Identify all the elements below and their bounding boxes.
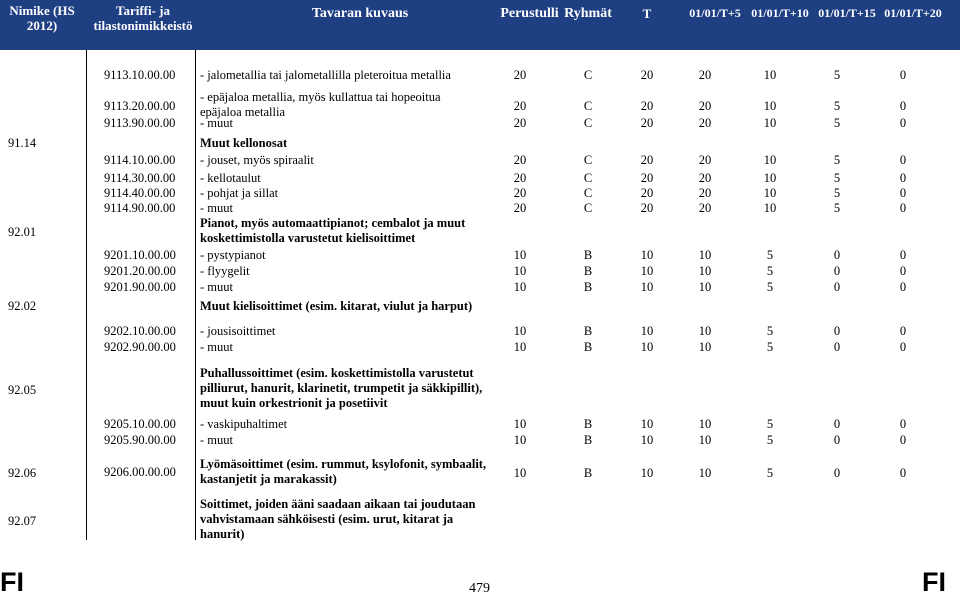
ryhmat-value: C (583, 153, 593, 167)
item-description: - vaskipuhaltimet (200, 417, 288, 431)
t-value: 10 (640, 340, 654, 354)
hs-code: 92.01 (8, 225, 37, 239)
perustulli-value: 20 (513, 99, 527, 113)
perustulli-value: 20 (513, 186, 527, 200)
t15-value: 0 (833, 340, 841, 354)
t-value: 10 (640, 280, 654, 294)
t-value: 20 (640, 99, 654, 113)
perustulli-value: 20 (513, 171, 527, 185)
heading-description: Pianot, myös automaattipianot; cembalot ja muut koskettimistolla varustetut kielisoittimet (200, 216, 466, 245)
t-value: 10 (640, 248, 654, 262)
hs-code: 92.07 (8, 514, 37, 528)
item-description: - pystypianot (200, 248, 266, 262)
ryhmat-value: B (583, 248, 593, 262)
t20-value: 0 (899, 68, 907, 82)
header-nimike-text: Nimike (HS 2012) (9, 3, 75, 33)
t10-value: 10 (763, 99, 777, 113)
ryhmat-value: B (583, 433, 593, 447)
t10-value: 5 (766, 433, 774, 447)
heading-description: Lyömäsoittimet (esim. rummut, ksylofonit, symbaalit, kastanjetit ja marakassit) (200, 457, 487, 486)
hs-code: 92.05 (8, 383, 37, 397)
t10-value: 10 (763, 201, 777, 215)
heading-description: Muut kielisoittimet (esim. kitarat, viulut ja harput) (200, 299, 473, 313)
perustulli-value: 10 (513, 433, 527, 447)
tariff-code: 9114.40.00.00 (104, 186, 176, 200)
t15-value: 5 (833, 68, 841, 82)
ryhmat-value: C (583, 171, 593, 185)
item-description: - jalometallia tai jalometallilla pleteroitua metallia (200, 68, 451, 82)
perustulli-value: 20 (513, 116, 527, 130)
perustulli-value: 10 (513, 417, 527, 431)
hs-code: 91.14 (8, 136, 37, 150)
t15-value: 0 (833, 280, 841, 294)
ryhmat-value: B (583, 324, 593, 338)
header-ryhmat: Ryhmät (564, 6, 612, 21)
t10-value: 10 (763, 116, 777, 130)
perustulli-value: 10 (513, 466, 527, 480)
t5-value: 20 (698, 201, 712, 215)
t15-value: 0 (833, 417, 841, 431)
ryhmat-value: B (583, 264, 593, 278)
hs-code: 92.06 (8, 466, 37, 480)
t-value: 20 (640, 153, 654, 167)
t20-value: 0 (899, 248, 907, 262)
ryhmat-value: C (583, 201, 593, 215)
t20-value: 0 (899, 417, 907, 431)
t10-value: 10 (763, 186, 777, 200)
t20-value: 0 (899, 153, 907, 167)
t-value: 20 (640, 171, 654, 185)
tariff-code: 9201.10.00.00 (104, 248, 176, 262)
t5-value: 10 (698, 433, 712, 447)
tariff-code: 9201.20.00.00 (104, 264, 176, 278)
t5-value: 10 (698, 280, 712, 294)
footer-fi-left: FI (0, 567, 24, 597)
t10-value: 10 (763, 171, 777, 185)
t20-value: 0 (899, 340, 907, 354)
t15-value: 5 (833, 201, 841, 215)
t5-value: 20 (698, 171, 712, 185)
tariff-code: 9201.90.00.00 (104, 280, 176, 294)
t5-value: 20 (698, 68, 712, 82)
t5-value: 10 (698, 324, 712, 338)
tariff-code: 9114.90.00.00 (104, 201, 176, 215)
perustulli-value: 10 (513, 264, 527, 278)
tariff-code: 9202.90.00.00 (104, 340, 176, 354)
perustulli-value: 10 (513, 248, 527, 262)
ryhmat-value: C (583, 99, 593, 113)
header-t15: 01/01/T+15 (818, 6, 876, 20)
header-t10: 01/01/T+10 (751, 6, 809, 20)
item-description: - pohjat ja sillat (200, 186, 279, 200)
t20-value: 0 (899, 116, 907, 130)
t15-value: 0 (833, 324, 841, 338)
heading-description: Muut kellonosat (200, 136, 288, 150)
t5-value: 10 (698, 264, 712, 278)
t20-value: 0 (899, 171, 907, 185)
item-description: - muut (200, 116, 233, 130)
item-description: - jouset, myös spiraalit (200, 153, 314, 167)
heading-description: Soittimet, joiden ääni saadaan aikaan tai joudutaan vahvistamaan sähköisesti (esim. urut, kitarat ja hanurit) (200, 497, 476, 541)
t20-value: 0 (899, 201, 907, 215)
header-t20: 01/01/T+20 (884, 6, 942, 20)
t5-value: 10 (698, 417, 712, 431)
t15-value: 5 (833, 171, 841, 185)
table-header (0, 0, 960, 50)
item-description: - muut (200, 433, 233, 447)
t15-value: 0 (833, 433, 841, 447)
t20-value: 0 (899, 280, 907, 294)
t-value: 10 (640, 466, 654, 480)
header-t: T (642, 6, 652, 21)
tariff-code: 9113.90.00.00 (104, 116, 176, 130)
t15-value: 5 (833, 116, 841, 130)
tariff-code: 9114.30.00.00 (104, 171, 176, 185)
perustulli-value: 10 (513, 324, 527, 338)
ryhmat-value: C (583, 68, 593, 82)
header-t5: 01/01/T+5 (689, 6, 741, 20)
t20-value: 0 (899, 466, 907, 480)
t5-value: 20 (698, 186, 712, 200)
column-divider (195, 50, 196, 540)
item-description: - muut (200, 201, 233, 215)
tariff-code: 9205.90.00.00 (104, 433, 176, 447)
t5-value: 20 (698, 116, 712, 130)
page-number: 479 (469, 581, 490, 596)
t20-value: 0 (899, 186, 907, 200)
t10-value: 5 (766, 466, 774, 480)
tariff-code: 9113.10.00.00 (104, 68, 176, 82)
header-kuvaus: Tavaran kuvaus (311, 6, 409, 21)
t5-value: 10 (698, 340, 712, 354)
t15-value: 0 (833, 248, 841, 262)
item-description: - muut (200, 340, 233, 354)
header-nimike (2, 3, 82, 33)
ryhmat-value: C (583, 116, 593, 130)
t20-value: 0 (899, 264, 907, 278)
t5-value: 10 (698, 466, 712, 480)
t-value: 20 (640, 116, 654, 130)
tariff-code: 9113.20.00.00 (104, 99, 176, 113)
t20-value: 0 (899, 433, 907, 447)
t-value: 10 (640, 433, 654, 447)
header-perustulli: Perustulli (500, 6, 559, 21)
heading-description: Puhallussoittimet (esim. koskettimistolla varustetut pilliurut, hanurit, klarinetit, trumpetit ja säkkipillit), muut kuin orkestrionit ja posetiivit (200, 366, 483, 410)
t-value: 10 (640, 417, 654, 431)
t-value: 20 (640, 186, 654, 200)
t10-value: 5 (766, 340, 774, 354)
item-description: - muut (200, 280, 233, 294)
header-tariffi (88, 3, 198, 33)
column-divider (86, 50, 87, 540)
t-value: 10 (640, 264, 654, 278)
t15-value: 5 (833, 186, 841, 200)
ryhmat-value: B (583, 417, 593, 431)
t15-value: 5 (833, 99, 841, 113)
t10-value: 5 (766, 417, 774, 431)
t5-value: 10 (698, 248, 712, 262)
t10-value: 10 (763, 68, 777, 82)
t10-value: 5 (766, 248, 774, 262)
tariff-code: 9202.10.00.00 (104, 324, 176, 338)
t10-value: 5 (766, 264, 774, 278)
t20-value: 0 (899, 99, 907, 113)
t20-value: 0 (899, 324, 907, 338)
ryhmat-value: B (583, 466, 593, 480)
item-description: - flyygelit (200, 264, 250, 278)
item-description: - jousisoittimet (200, 324, 276, 338)
item-description: - kellotaulut (200, 171, 261, 185)
ryhmat-value: B (583, 280, 593, 294)
perustulli-value: 20 (513, 68, 527, 82)
perustulli-value: 20 (513, 153, 527, 167)
t-value: 20 (640, 68, 654, 82)
t5-value: 20 (698, 153, 712, 167)
footer-fi-right: FI (922, 567, 946, 597)
t10-value: 5 (766, 324, 774, 338)
hs-code: 92.02 (8, 299, 37, 313)
t15-value: 0 (833, 264, 841, 278)
t15-value: 5 (833, 153, 841, 167)
perustulli-value: 20 (513, 201, 527, 215)
ryhmat-value: B (583, 340, 593, 354)
t10-value: 5 (766, 280, 774, 294)
tariff-code: 9205.10.00.00 (104, 417, 176, 431)
header-tariffi-text: Tariffi- ja tilastonimikkeistö (93, 3, 193, 33)
t15-value: 0 (833, 466, 841, 480)
tariff-code: 9114.10.00.00 (104, 153, 176, 167)
perustulli-value: 10 (513, 340, 527, 354)
tariff-code: 9206.00.00.00 (104, 465, 176, 479)
t-value: 20 (640, 201, 654, 215)
perustulli-value: 10 (513, 280, 527, 294)
t-value: 10 (640, 324, 654, 338)
t5-value: 20 (698, 99, 712, 113)
t10-value: 10 (763, 153, 777, 167)
item-description: - epäjaloa metallia, myös kullattua tai hopeoitua epäjaloa metallia (200, 90, 441, 119)
ryhmat-value: C (583, 186, 593, 200)
